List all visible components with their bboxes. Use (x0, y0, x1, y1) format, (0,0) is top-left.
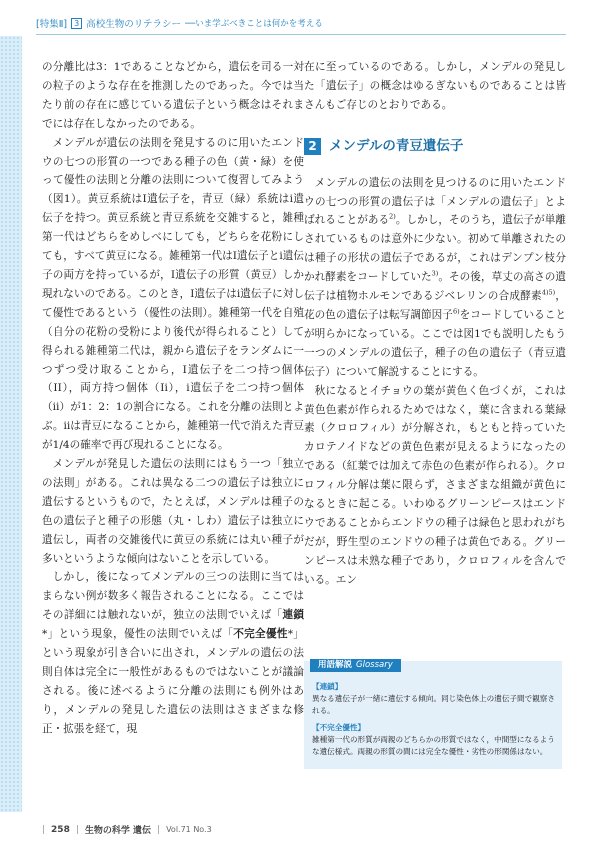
glossary-mark: * (287, 628, 294, 641)
feature-title: 高校生物のリテラシー (86, 19, 181, 30)
feature-label: [特集Ⅱ] (36, 19, 68, 30)
citation: 4)5) (541, 288, 556, 297)
right-column (304, 58, 566, 590)
running-header (36, 12, 566, 34)
journal-volume: Vol.71 No.3 (166, 825, 212, 834)
paragraph: の分離比は3：1であることなどから，遺伝を司る一対の粒子のような存在を推測したのであった。今では当たり前の存在に感じている遺伝子という概念はそれまでには存在しなかったのである。 (42, 61, 304, 130)
term-incomplete-dominance: 不完全優性 (233, 628, 288, 641)
glossary-box (304, 661, 562, 769)
paragraph: 在に至っているのである。しかし，メンデルの発見した「遺伝子」の概念はゆるぎないものであることは皆さんもご存じのとおりである。 (304, 61, 566, 111)
glossary-mark: * (42, 628, 48, 641)
page-number: 258 (51, 824, 70, 835)
paragraph: メンデルが発見した遺伝の法則にはもう一つ「独立の法則」がある。これは異なる二つの遺伝子は独立に遺伝するというもので，たとえば，メンデルは種子の色の遺伝子と種子の形態（丸・しわ）遺伝子は独立に遺伝し，両者の交雑後代に黄豆の系統には丸い種子が多いというような傾向はないことを示している。 (42, 458, 304, 565)
term-linkage: 連鎖 (282, 609, 305, 622)
section-heading (304, 137, 566, 156)
citation: 6) (452, 307, 460, 316)
paragraph: メンデルが遺伝の法則を発見するのに用いたエンドウの七つの形質の一つである種子の色（黄・緑）を使って優性の法則と分離の法則について復習してみよう（図1）。黄豆系統はI遺伝子を，青豆（緑）系統はi遺伝子を持つ。黄豆系統と青豆系統を交雑すると，雑種第一代はどちらをめしべにしても，どちらを花粉にしても，すべて黄豆になる。雑種第一代はI遺伝子とi遺伝子の両方を持っているが，I遺伝子の形質（黄豆）しか現れないのである。このとき，I遺伝子はi遺伝子に対して優性であるという（優性の法則）。雑種第一代を自殖（自分の花粉の受粉により後代が得られること）して得られる雑種第二代は，親から遺伝子をランダムに一つずつ受け取ることから，I遺伝子を二つ持つ個体（II），両方持つ個体（Ii），i遺伝子を二つ持つ個体（ii）が1：2：1の割合になる。これを分離の法則とよぶ。iiは青豆になることから，雑種第一代で消えた青豆が1/4の確率で再び現れることになる。 (42, 136, 304, 452)
glossary-term: 【連鎖】 (312, 682, 343, 691)
paragraph: メンデルの遺伝の法則を見つけるのに用いたエンドウの七つの形質の遺伝子は「メンデルの遺伝子」とよばれることがある$^{2)}$。しかし，そのうち，遺伝子が単離されているものは意外に少ない。初めて単離されたのは種子の形状の遺伝子であるが，これはデンプン枝分かれ酵素をコードしていた$^{3)}$。その後，草丈の高さの遺伝子は植物ホルモンであるジベレリンの合成酵素$^{4)5)}$，花の色の遺伝子は転写調節因子$^{6)}$をコードしていることが明らかになっている。ここでは図1でも説明したもう一つのメンデルの遺伝子，種子の色の遺伝子（青豆遺伝子）について解説することにする。 (304, 176, 567, 378)
glossary-term: 【不完全優性】 (312, 723, 366, 732)
citation: 3) (431, 269, 439, 278)
paragraph: しかし，後になってメンデルの三つの法則に当てはまらない例が数多く報告されることになる。ここではその詳細には触れないが，独立の法則でいえば「連鎖*」という現象，優性の法則でいえば「不完全優性*」という現象が引き合いに出され，メンデルの遺伝の法則自体は完全に一般性があるものではないことが議論される。後に述べるように分離の法則にも例外はあり，メンデルの発見した遺伝の法則はさまざまな修正・拡張を経て，現 (42, 571, 305, 735)
journal-name: 生物の科学 遺伝 (84, 826, 152, 836)
glossary-definition: 雑種第一代の形質が両親のどちらかの形質ではなく，中間型になるような遺伝様式。両親の形質の間には完全な優性・劣性の形関係はない。 (312, 735, 555, 756)
glossary-tab: 用語解説 Glossary (310, 659, 401, 672)
paragraph: 秋になるとイチョウの葉が黄色く色づくが，これは黄色色素が作られるためではなく，葉に含まれる葉緑素（クロロフィル）が分解され，もともと持っていたカロテノイドなどの黄色色素が見えるようになったのである（紅葉では加えて赤色の色素が作られる）。クロロフィル分解は葉に限らず，さまざまな組織が黄色になるときに起こる。いわゆるグリーンピースはエンドウであることからエンドウの種子は緑色と思われがちだが，野生型のエンドウの種子は黄色である。グリーンピースは未熟な種子であり，クロロフィルを含んでいる。エン (304, 384, 566, 586)
side-decorative-stripe (0, 36, 22, 812)
section-number: 2 (304, 138, 321, 155)
feature-number: 3 (71, 18, 82, 29)
glossary-content (312, 679, 556, 763)
header-divider (36, 34, 566, 35)
section-title: メンデルの青豆遺伝子 (329, 137, 464, 154)
left-column (42, 58, 304, 739)
glossary-definition: 異なる遺伝子が一緒に遺伝する傾向。同じ染色体上の遺伝子間で観察される。 (312, 694, 555, 715)
feature-subtitle: ──いま学ぶべきことは何かを考える (185, 19, 323, 29)
page-footer: | 258 | 生物の科学 遺伝 | Vol.71 No.3 (42, 824, 212, 836)
citation: 2) (389, 212, 396, 221)
